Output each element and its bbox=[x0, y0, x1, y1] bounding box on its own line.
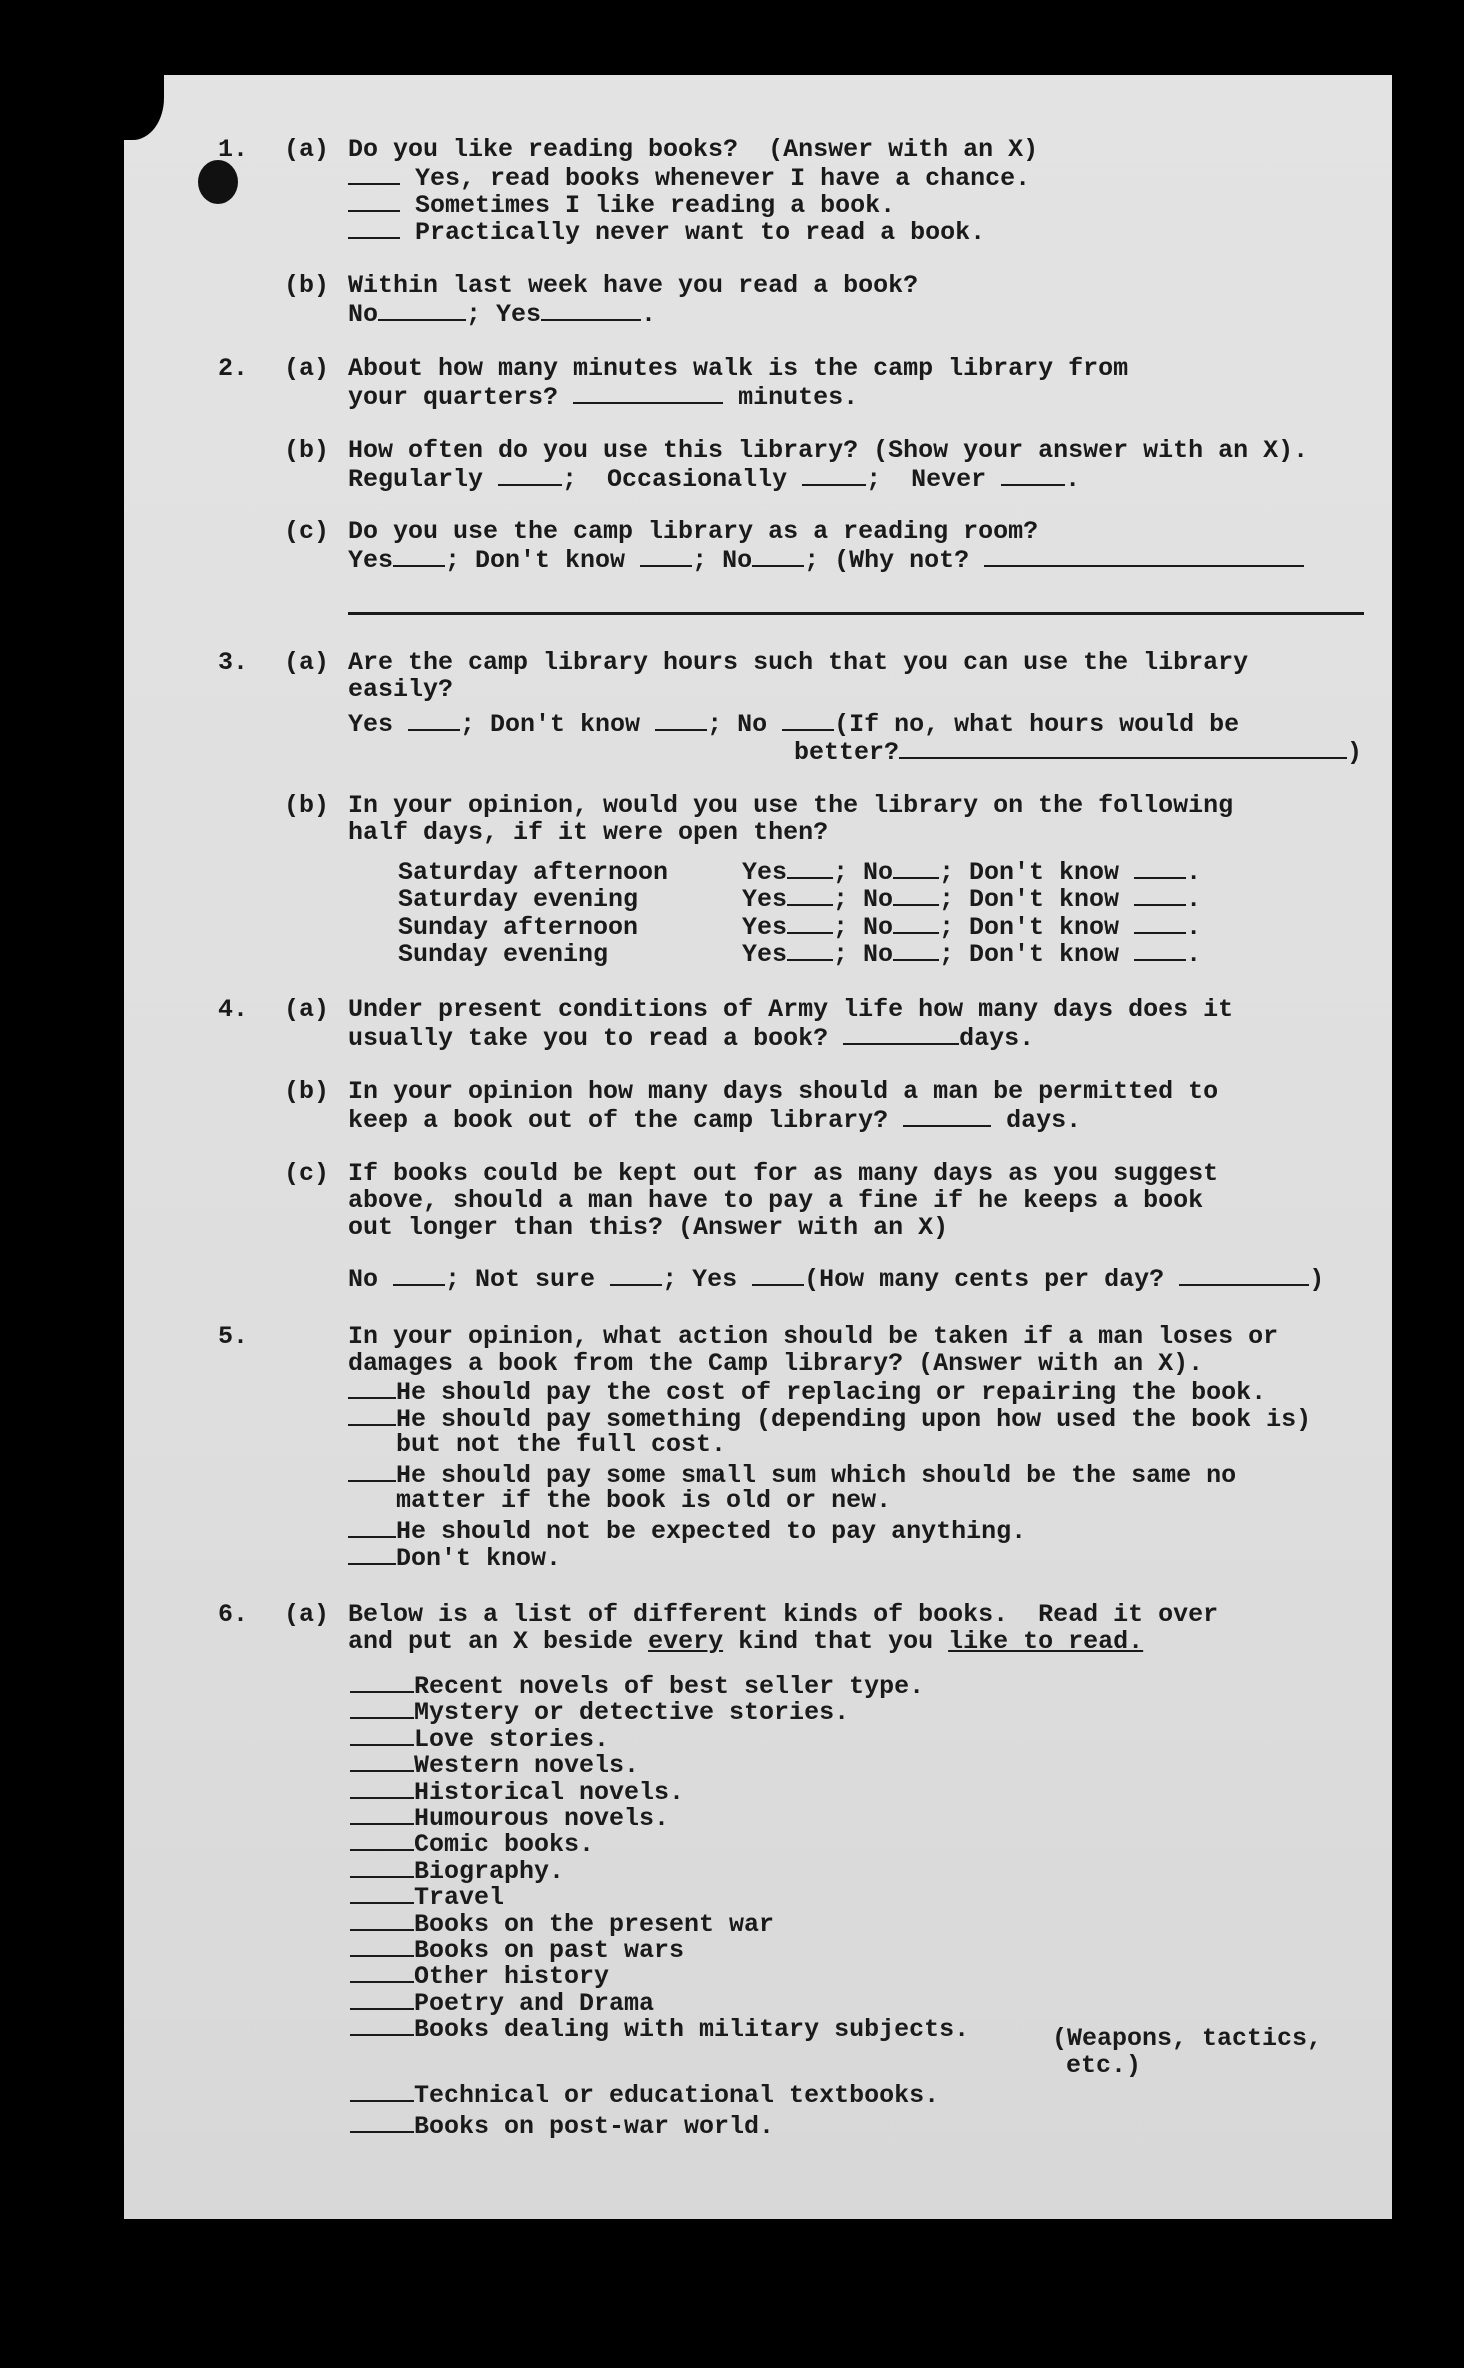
answer-blank[interactable] bbox=[1134, 939, 1186, 961]
q3-number: 3. bbox=[218, 648, 249, 677]
answer-blank[interactable] bbox=[893, 939, 939, 961]
q4a-text-1: Under present conditions of Army life how many days does it bbox=[348, 995, 1234, 1024]
answer-blank[interactable] bbox=[350, 2014, 414, 2036]
q3a-answers: Yes ; Don't know ; No (If no, what hours would be bbox=[348, 710, 1240, 739]
q5-option-1: He should pay the cost of replacing or repairing the book. bbox=[348, 1377, 1266, 1407]
q6a-text-1: Below is a list of different kinds of books. Read it over bbox=[348, 1600, 1219, 1629]
q5-option-2-cont: but not the full cost. bbox=[396, 1430, 727, 1459]
book-kind-item: Love stories. bbox=[350, 1724, 609, 1754]
q5-option-2: He should pay something (depending upon how used the book is) bbox=[348, 1404, 1311, 1434]
answer-blank[interactable] bbox=[348, 1543, 396, 1565]
answer-blank[interactable] bbox=[1134, 912, 1186, 934]
q4b-text-1: In your opinion how many days should a man be permitted to bbox=[348, 1077, 1219, 1106]
q3b-text-2: half days, if it were open then? bbox=[348, 818, 829, 847]
answer-blank[interactable] bbox=[1001, 464, 1065, 486]
answer-blank[interactable] bbox=[843, 1023, 959, 1045]
answer-blank[interactable] bbox=[498, 464, 562, 486]
q1a-text: Do you like reading books? (Answer with an X) bbox=[348, 135, 1039, 164]
q4c-text-3: out longer than this? (Answer with an X) bbox=[348, 1213, 949, 1242]
q2a-text: About how many minutes walk is the camp library from bbox=[348, 354, 1129, 383]
answer-blank[interactable] bbox=[350, 1856, 414, 1878]
q4c-text-2: above, should a man have to pay a fine if he keeps a book bbox=[348, 1186, 1204, 1215]
answer-blank[interactable] bbox=[787, 912, 833, 934]
answer-blank[interactable] bbox=[350, 1961, 414, 1983]
q1b-text: Within last week have you read a book? bbox=[348, 271, 919, 300]
answer-blank[interactable] bbox=[350, 2111, 414, 2133]
book-kind-post-war: Books on post-war world. bbox=[350, 2111, 774, 2141]
answer-blank[interactable] bbox=[802, 464, 866, 486]
q1a-label: (a) bbox=[284, 135, 330, 164]
q1b-answers: No ; Yes . bbox=[348, 300, 657, 329]
q1b-label: (b) bbox=[284, 271, 330, 300]
q4b-answer: keep a book out of the camp library? days. bbox=[348, 1106, 1082, 1135]
answer-blank[interactable] bbox=[610, 1264, 662, 1286]
q1a-option-2: Sometimes I like reading a book. bbox=[348, 190, 895, 220]
cents-blank[interactable] bbox=[1179, 1264, 1309, 1286]
answer-blank[interactable] bbox=[350, 1935, 414, 1957]
q2a-label: (a) bbox=[284, 354, 330, 383]
answer-blank[interactable] bbox=[350, 1829, 414, 1851]
answer-blank[interactable] bbox=[787, 857, 833, 879]
half-day-row: Sunday afternoon Yes ; No ; Don't know . bbox=[398, 913, 1202, 942]
q3b-text-1: In your opinion, would you use the library on the following bbox=[348, 791, 1234, 820]
punch-hole bbox=[198, 160, 238, 204]
q1a-option-3: Practically never want to read a book. bbox=[348, 217, 985, 247]
q2b-text: How often do you use this library? (Show your answer with an X). bbox=[348, 436, 1309, 465]
q1a-option-1: Yes, read books whenever I have a chance. bbox=[348, 163, 1030, 193]
answer-blank[interactable] bbox=[655, 709, 707, 731]
book-kind-item: Travel bbox=[350, 1882, 504, 1912]
book-kind-item: Comic books. bbox=[350, 1829, 594, 1859]
answer-blank[interactable] bbox=[348, 163, 400, 185]
half-day-row: Saturday evening Yes ; No ; Don't know . bbox=[398, 885, 1202, 914]
q3a-better: better? ) bbox=[794, 738, 1363, 767]
q4b-label: (b) bbox=[284, 1077, 330, 1106]
q3a-label: (a) bbox=[284, 648, 330, 677]
answer-blank[interactable] bbox=[350, 1882, 414, 1904]
q6a-label: (a) bbox=[284, 1600, 330, 1629]
answer-blank[interactable] bbox=[378, 299, 466, 321]
q6-number: 6. bbox=[218, 1600, 249, 1629]
answer-blank[interactable] bbox=[893, 857, 939, 879]
answer-blank[interactable] bbox=[752, 545, 804, 567]
answer-blank[interactable] bbox=[348, 1460, 396, 1482]
answer-blank[interactable] bbox=[393, 1264, 445, 1286]
book-kind-item: Western novels. bbox=[350, 1750, 639, 1780]
answer-blank[interactable] bbox=[350, 1697, 414, 1719]
answer-blank[interactable] bbox=[573, 382, 723, 404]
answer-blank[interactable] bbox=[350, 1750, 414, 1772]
book-kind-item: Books on the present war bbox=[350, 1909, 774, 1939]
q5-option-5: Don't know. bbox=[348, 1543, 561, 1573]
half-day-row: Saturday afternoon Yes ; No ; Don't know . bbox=[398, 858, 1202, 887]
book-kind-item: Mystery or detective stories. bbox=[350, 1697, 849, 1727]
answer-blank[interactable] bbox=[350, 1803, 414, 1825]
q6a-text-2: and put an X beside every kind that you like to read. bbox=[348, 1627, 1144, 1656]
q2c-answers: Yes ; Don't know ; No ; (Why not? bbox=[348, 545, 1304, 575]
answer-blank[interactable] bbox=[350, 1909, 414, 1931]
q5-text-1: In your opinion, what action should be taken if a man loses or bbox=[348, 1322, 1279, 1351]
q3a-text-2: easily? bbox=[348, 675, 454, 704]
why-not-continuation-line[interactable] bbox=[348, 612, 1364, 615]
book-kind-item: Other history bbox=[350, 1961, 609, 1991]
answer-blank[interactable] bbox=[787, 884, 833, 906]
q4-number: 4. bbox=[218, 995, 249, 1024]
q5-option-4: He should not be expected to pay anything. bbox=[348, 1516, 1026, 1546]
answer-blank[interactable] bbox=[782, 709, 834, 731]
q3a-text-1: Are the camp library hours such that you can use the library bbox=[348, 648, 1249, 677]
q2c-label: (c) bbox=[284, 517, 330, 546]
answer-blank[interactable] bbox=[541, 299, 641, 321]
book-kind-item: Books dealing with military subjects. bbox=[350, 2014, 969, 2044]
q2c-text: Do you use the camp library as a reading room? bbox=[348, 517, 1039, 546]
q3b-label: (b) bbox=[284, 791, 330, 820]
answer-blank[interactable] bbox=[348, 1404, 396, 1426]
q2b-answers: Regularly ; Occasionally ; Never . bbox=[348, 465, 1081, 494]
q2a-answer: your quarters? minutes. bbox=[348, 383, 859, 412]
answer-blank[interactable] bbox=[903, 1105, 991, 1127]
book-kind-item: Recent novels of best seller type. bbox=[350, 1671, 924, 1701]
q1-number: 1. bbox=[218, 135, 249, 164]
answer-blank[interactable] bbox=[350, 1671, 414, 1693]
q4c-label: (c) bbox=[284, 1159, 330, 1188]
book-kind-item: Historical novels. bbox=[350, 1777, 684, 1807]
answer-blank[interactable] bbox=[393, 545, 445, 567]
answer-blank[interactable] bbox=[787, 939, 833, 961]
answer-blank[interactable] bbox=[350, 2080, 414, 2102]
military-note-1: (Weapons, tactics, bbox=[1052, 2024, 1323, 2053]
q2b-label: (b) bbox=[284, 436, 330, 465]
answer-blank[interactable] bbox=[893, 884, 939, 906]
q4a-answer: usually take you to read a book? days. bbox=[348, 1024, 1035, 1053]
q5-text-2: damages a book from the Camp library? (Answer with an X). bbox=[348, 1349, 1204, 1378]
q2-number: 2. bbox=[218, 354, 249, 383]
book-kind-item: Biography. bbox=[350, 1856, 564, 1886]
answer-blank[interactable] bbox=[348, 217, 400, 239]
answer-blank[interactable] bbox=[350, 1724, 414, 1746]
answer-blank[interactable] bbox=[350, 1777, 414, 1799]
answer-blank[interactable] bbox=[752, 1264, 804, 1286]
book-kind-item: Humourous novels. bbox=[350, 1803, 669, 1833]
answer-blank[interactable] bbox=[348, 1516, 396, 1538]
answer-blank[interactable] bbox=[350, 1988, 414, 2010]
book-kind-technical: Technical or educational textbooks. bbox=[350, 2080, 939, 2110]
book-kind-item: Poetry and Drama bbox=[350, 1988, 654, 2018]
q4c-text-1: If books could be kept out for as many days as you suggest bbox=[348, 1159, 1219, 1188]
answer-blank[interactable] bbox=[348, 190, 400, 212]
book-kind-item: Books on past wars bbox=[350, 1935, 684, 1965]
half-day-row: Sunday evening Yes ; No ; Don't know . bbox=[398, 940, 1202, 969]
answer-blank[interactable] bbox=[1134, 857, 1186, 879]
better-hours-blank[interactable] bbox=[899, 737, 1347, 759]
answer-blank[interactable] bbox=[1134, 884, 1186, 906]
answer-blank[interactable] bbox=[893, 912, 939, 934]
q5-option-3-cont: matter if the book is old or new. bbox=[396, 1486, 892, 1515]
q5-option-3: He should pay some small sum which should be the same no bbox=[348, 1460, 1236, 1490]
q5-number: 5. bbox=[218, 1322, 249, 1351]
answer-blank[interactable] bbox=[348, 1377, 396, 1399]
answer-blank[interactable] bbox=[640, 545, 692, 567]
answer-blank[interactable] bbox=[408, 709, 460, 731]
military-note-2: etc.) bbox=[1066, 2051, 1142, 2080]
q4c-answers: No ; Not sure ; Yes (How many cents per day? ) bbox=[348, 1265, 1325, 1294]
why-not-blank[interactable] bbox=[984, 545, 1304, 567]
q4a-label: (a) bbox=[284, 995, 330, 1024]
